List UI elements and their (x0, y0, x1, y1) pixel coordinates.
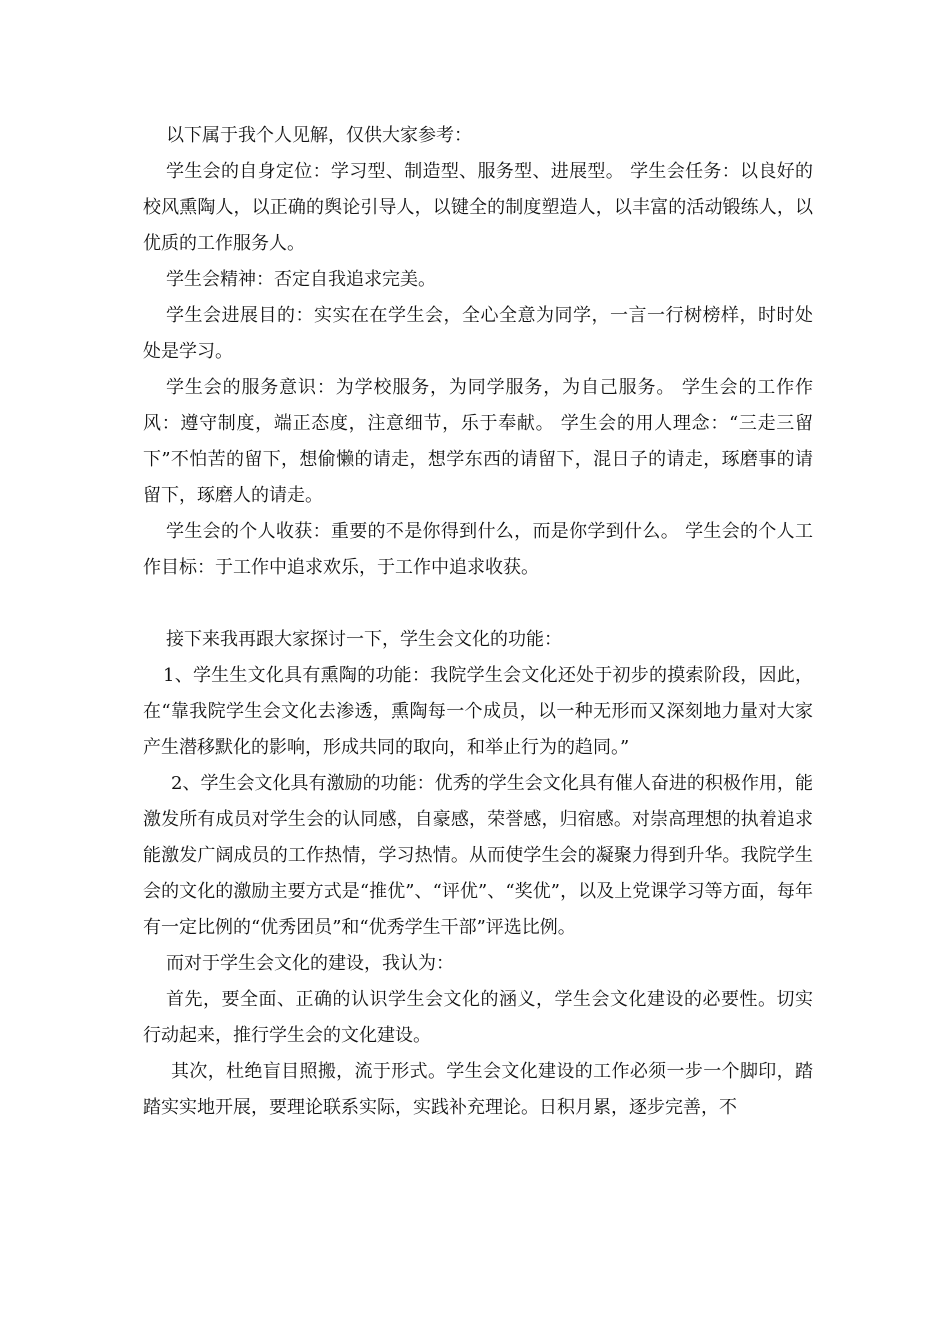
paragraph-service: 学生会的服务意识：为学校服务，为同学服务，为自己服务。 学生会的工作作风：遵守制度，端正态度，注意细节，乐于奉献。 学生会的用人理念：“三走三留下”不怕苦的留下，想偷懒的请走，想学东西的请留下，混日子的请走，琢磨事的请留下，琢磨人的请走。 (143, 377, 813, 506)
blank-line (143, 586, 813, 622)
paragraph-function-1: 1、学生生文化具有熏陶的功能：我院学生会文化还处于初步的摸索阶段，因此，在“靠我院学生会文化去渗透，熏陶每一个成员，以一种无形而又深刻地力量对大家产生潜移默化的影响，形成共同的取向，和举止行为的趋同。” (143, 665, 813, 758)
paragraph-second: 其次，杜绝盲目照搬，流于形式。学生会文化建设的工作必须一步一个脚印，踏踏实实地开展，要理论联系实际，实践补充理论。日积月累，逐步完善，不 (143, 1061, 813, 1118)
paragraph-harvest: 学生会的个人收获：重要的不是你得到什么，而是你学到什么。 学生会的个人工作目标：于工作中追求欢乐，于工作中追求收获。 (143, 521, 813, 578)
paragraph-spirit: 学生会精神：否定自我追求完美。 (166, 269, 436, 290)
paragraph-functions-intro: 接下来我再跟大家探讨一下，学生会文化的功能： (166, 629, 562, 650)
paragraph-first: 首先，要全面、正确的认识学生会文化的涵义，学生会文化建设的必要性。切实行动起来，推行学生会的文化建设。 (143, 989, 813, 1046)
document-body (143, 118, 813, 1126)
paragraph-positioning: 学生会的自身定位：学习型、制造型、服务型、进展型。 学生会任务：以良好的校风熏陶人，以正确的舆论引导人，以键全的制度塑造人，以丰富的活动锻练人，以优质的工作服务人。 (143, 161, 813, 254)
paragraph-goal: 学生会进展目的：实实在在学生会，全心全意为同学，一言一行树榜样，时时处处是学习。 (143, 305, 813, 362)
paragraph-intro: 以下属于我个人见解，仅供大家参考： (166, 125, 472, 146)
paragraph-construction-intro: 而对于学生会文化的建设，我认为： (166, 953, 454, 974)
paragraph-function-2: 2、学生会文化具有激励的功能：优秀的学生会文化具有催人奋进的积极作用，能激发所有成员对学生会的认同感，自豪感，荣誉感，归宿感。对崇高理想的执着追求能激发广阔成员的工作热情，学习热情。从而使学生会的凝聚力得到升华。我院学生会的文化的激励主要方式是“推优”、“评优”、“奖优”，以及上党课学习等方面，每年有一定比例的“优秀团员”和“优秀学生干部”评选比例。 (143, 773, 813, 938)
